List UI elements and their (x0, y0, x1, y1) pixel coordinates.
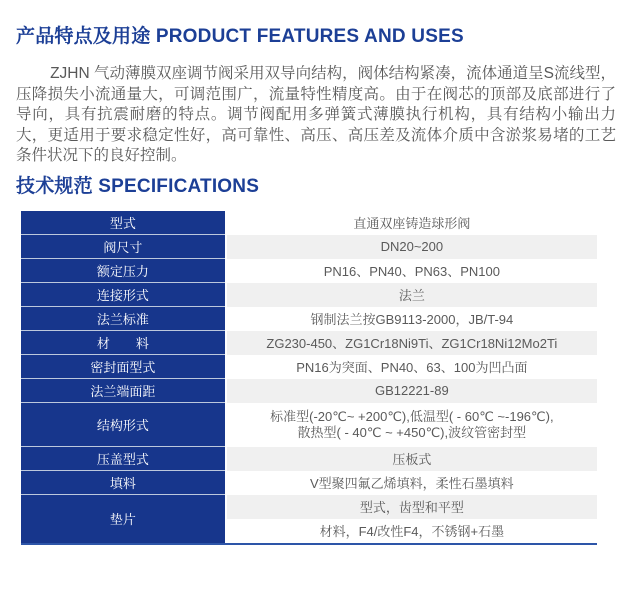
spec-label: 材 料 (21, 331, 226, 355)
table-row (21, 211, 597, 235)
spec-value-line-2: 散热型( - 40℃ ~ +450℃),波纹管密封型 (297, 424, 527, 440)
table-row (21, 307, 597, 331)
spec-label: 法兰端面距 (21, 379, 226, 403)
spec-label: 额定压力 (21, 259, 226, 283)
spec-label: 阀尺寸 (21, 235, 226, 259)
table-row (21, 283, 597, 307)
specs-table (21, 211, 597, 543)
table-row (21, 355, 597, 379)
table-row (21, 235, 597, 259)
specs-table-wrapper (21, 211, 597, 545)
table-row (21, 331, 597, 355)
spec-value: GB12221-89 (226, 379, 597, 403)
table-row (21, 447, 597, 471)
spec-value: 直通双座铸造球形阀 (226, 211, 597, 235)
spec-label: 密封面型式 (21, 355, 226, 379)
table-row (21, 471, 597, 495)
spec-label: 型式 (21, 211, 226, 235)
table-row (21, 379, 597, 403)
spec-value: 型式，齿型和平型 (226, 495, 597, 519)
spec-value: 钢制法兰按GB9113-2000，JB/T-94 (226, 307, 597, 331)
table-row (21, 495, 597, 519)
spec-label: 压盖型式 (21, 447, 226, 471)
intro-paragraph: ZJHN 气动薄膜双座调节阀采用双导向结构，阀体结构紧凑，流体通道呈S流线型，压降损失小流通量大，可调范围广，流量特性精度高。由于在阀芯的顶部及底部进行了导向，具有抗震耐磨的特点。调节阀配用多弹簧式薄膜执行机构，具有结构小输出力大，更适用于要求稳定性好，高可靠性、高压、高压差及流体介质中含淤浆易堵的工艺条件状况下的良好控制。 (16, 65, 616, 164)
spec-value: PN16为突面、PN40、63、100为凹凸面 (226, 355, 597, 379)
spec-value-line-1: 标准型(-20℃~ +200℃),低温型( - 60℃ ~-196℃), (270, 408, 554, 424)
spec-label: 垫片 (21, 495, 226, 543)
spec-value: PN16、PN40、PN63、PN100 (226, 259, 597, 283)
document-page (0, 26, 632, 545)
table-row (21, 259, 597, 283)
spec-value: 法兰 (226, 283, 597, 307)
spec-value: ZG230-450、ZG1Cr18Ni9Ti、ZG1Cr18Ni12Mo2Ti (226, 331, 597, 355)
table-row (21, 403, 597, 447)
spec-value: 压板式 (226, 447, 597, 471)
spec-label: 填料 (21, 471, 226, 495)
spec-label: 结构形式 (21, 403, 226, 447)
spec-value: DN20~200 (226, 235, 597, 259)
spec-value: V型聚四氟乙烯填料，柔性石墨填料 (226, 471, 597, 495)
spec-label: 连接形式 (21, 283, 226, 307)
spec-label: 法兰标准 (21, 307, 226, 331)
spec-value (226, 403, 597, 447)
specs-heading: 技术规范 SPECIFICATIONS (16, 175, 260, 197)
features-heading: 产品特点及用途 PRODUCT FEATURES AND USES (16, 26, 464, 47)
spec-value: 材料，F4/改性F4，不锈钢+石墨 (226, 519, 597, 543)
